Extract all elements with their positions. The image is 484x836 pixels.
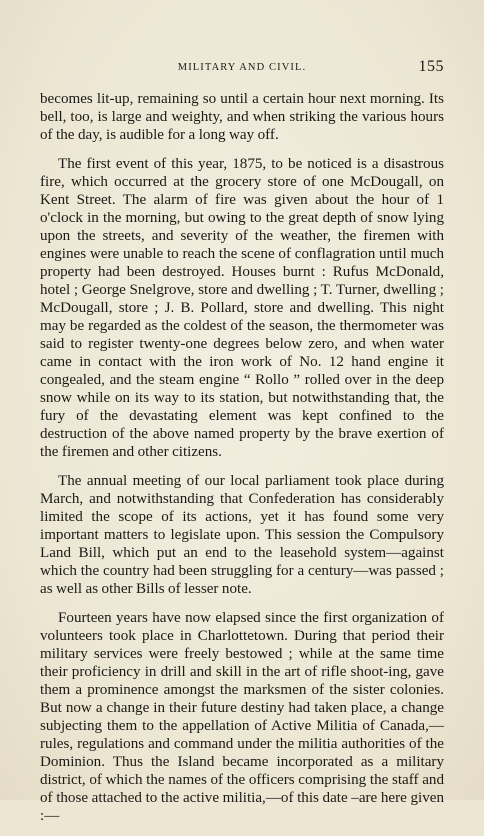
paragraph-militia: Fourteen years have now elapsed since the first organization of volunteers took place in Charlottetown. During that period their military services were freely bestowed ; while at the same time their proficiency in drill and skill in the art of rifle shoot-ing, gave them a prominence amongst the marksmen of the sister colonies. But now a change in their future destiny had taken place, a change subjecting them to the appellation of Active Militia of Canada,—rules, regulations and command under the militia authorities of the Dominion. Thus the Island became incorporated as a military district, of which the names of the officers comprising the staff and of those attached to the active militia,—of this date –are here given :— [40, 610, 444, 824]
running-head-title: MILITARY AND CIVIL. [177, 62, 307, 73]
running-head [40, 58, 444, 80]
paragraph-fire-1875: The first event of this year, 1875, to be noticed is a disastrous fire, which occurred at the grocery store of one McDougall, on Kent Street. The alarm of fire was given about the hour of 1 o'clock in the morning, but owing to the great depth of snow lying upon the streets, and severity of the weather, the firemen with engines were unable to reach the scene of conflagration until much property had been destroyed. Houses burnt : Rufus McDonald, hotel ; George Snelgrove, store and dwelling ; T. Turner, dwelling ; McDougall, store ; J. B. Pollard, store and dwelling. This night may be regarded as the coldest of the season, the thermometer was said to register twenty-one degrees below zero, and when water came in contact with the iron work of No. 12 hand engine it congealed, and the steam engine “ Rollo ” rolled over in the deep snow while on its way to its station, but notwithstanding that, the fury of the devastating element was kept confined to the destruction of the above named property by the brave exertion of the firemen and other citizens. [40, 156, 444, 460]
body-text [40, 90, 444, 836]
paragraph-parliament: The annual meeting of our local parliament took place during March, and notwithstanding that Confederation has considerably limited the scope of its actions, yet it has found some very important matters to legislate upon. This session the Compulsory Land Bill, which put an end to the leasehold system—against which the country had been struggling for a century—was passed ; as well as other Bills of lesser note. [40, 473, 444, 597]
paragraph-continued: becomes lit-up, remaining so until a certain hour next morning. Its bell, too, is large and weighty, and when striking the various hours of the day, is audible for a long way off. [40, 91, 444, 143]
page-number: 155 [418, 58, 444, 75]
